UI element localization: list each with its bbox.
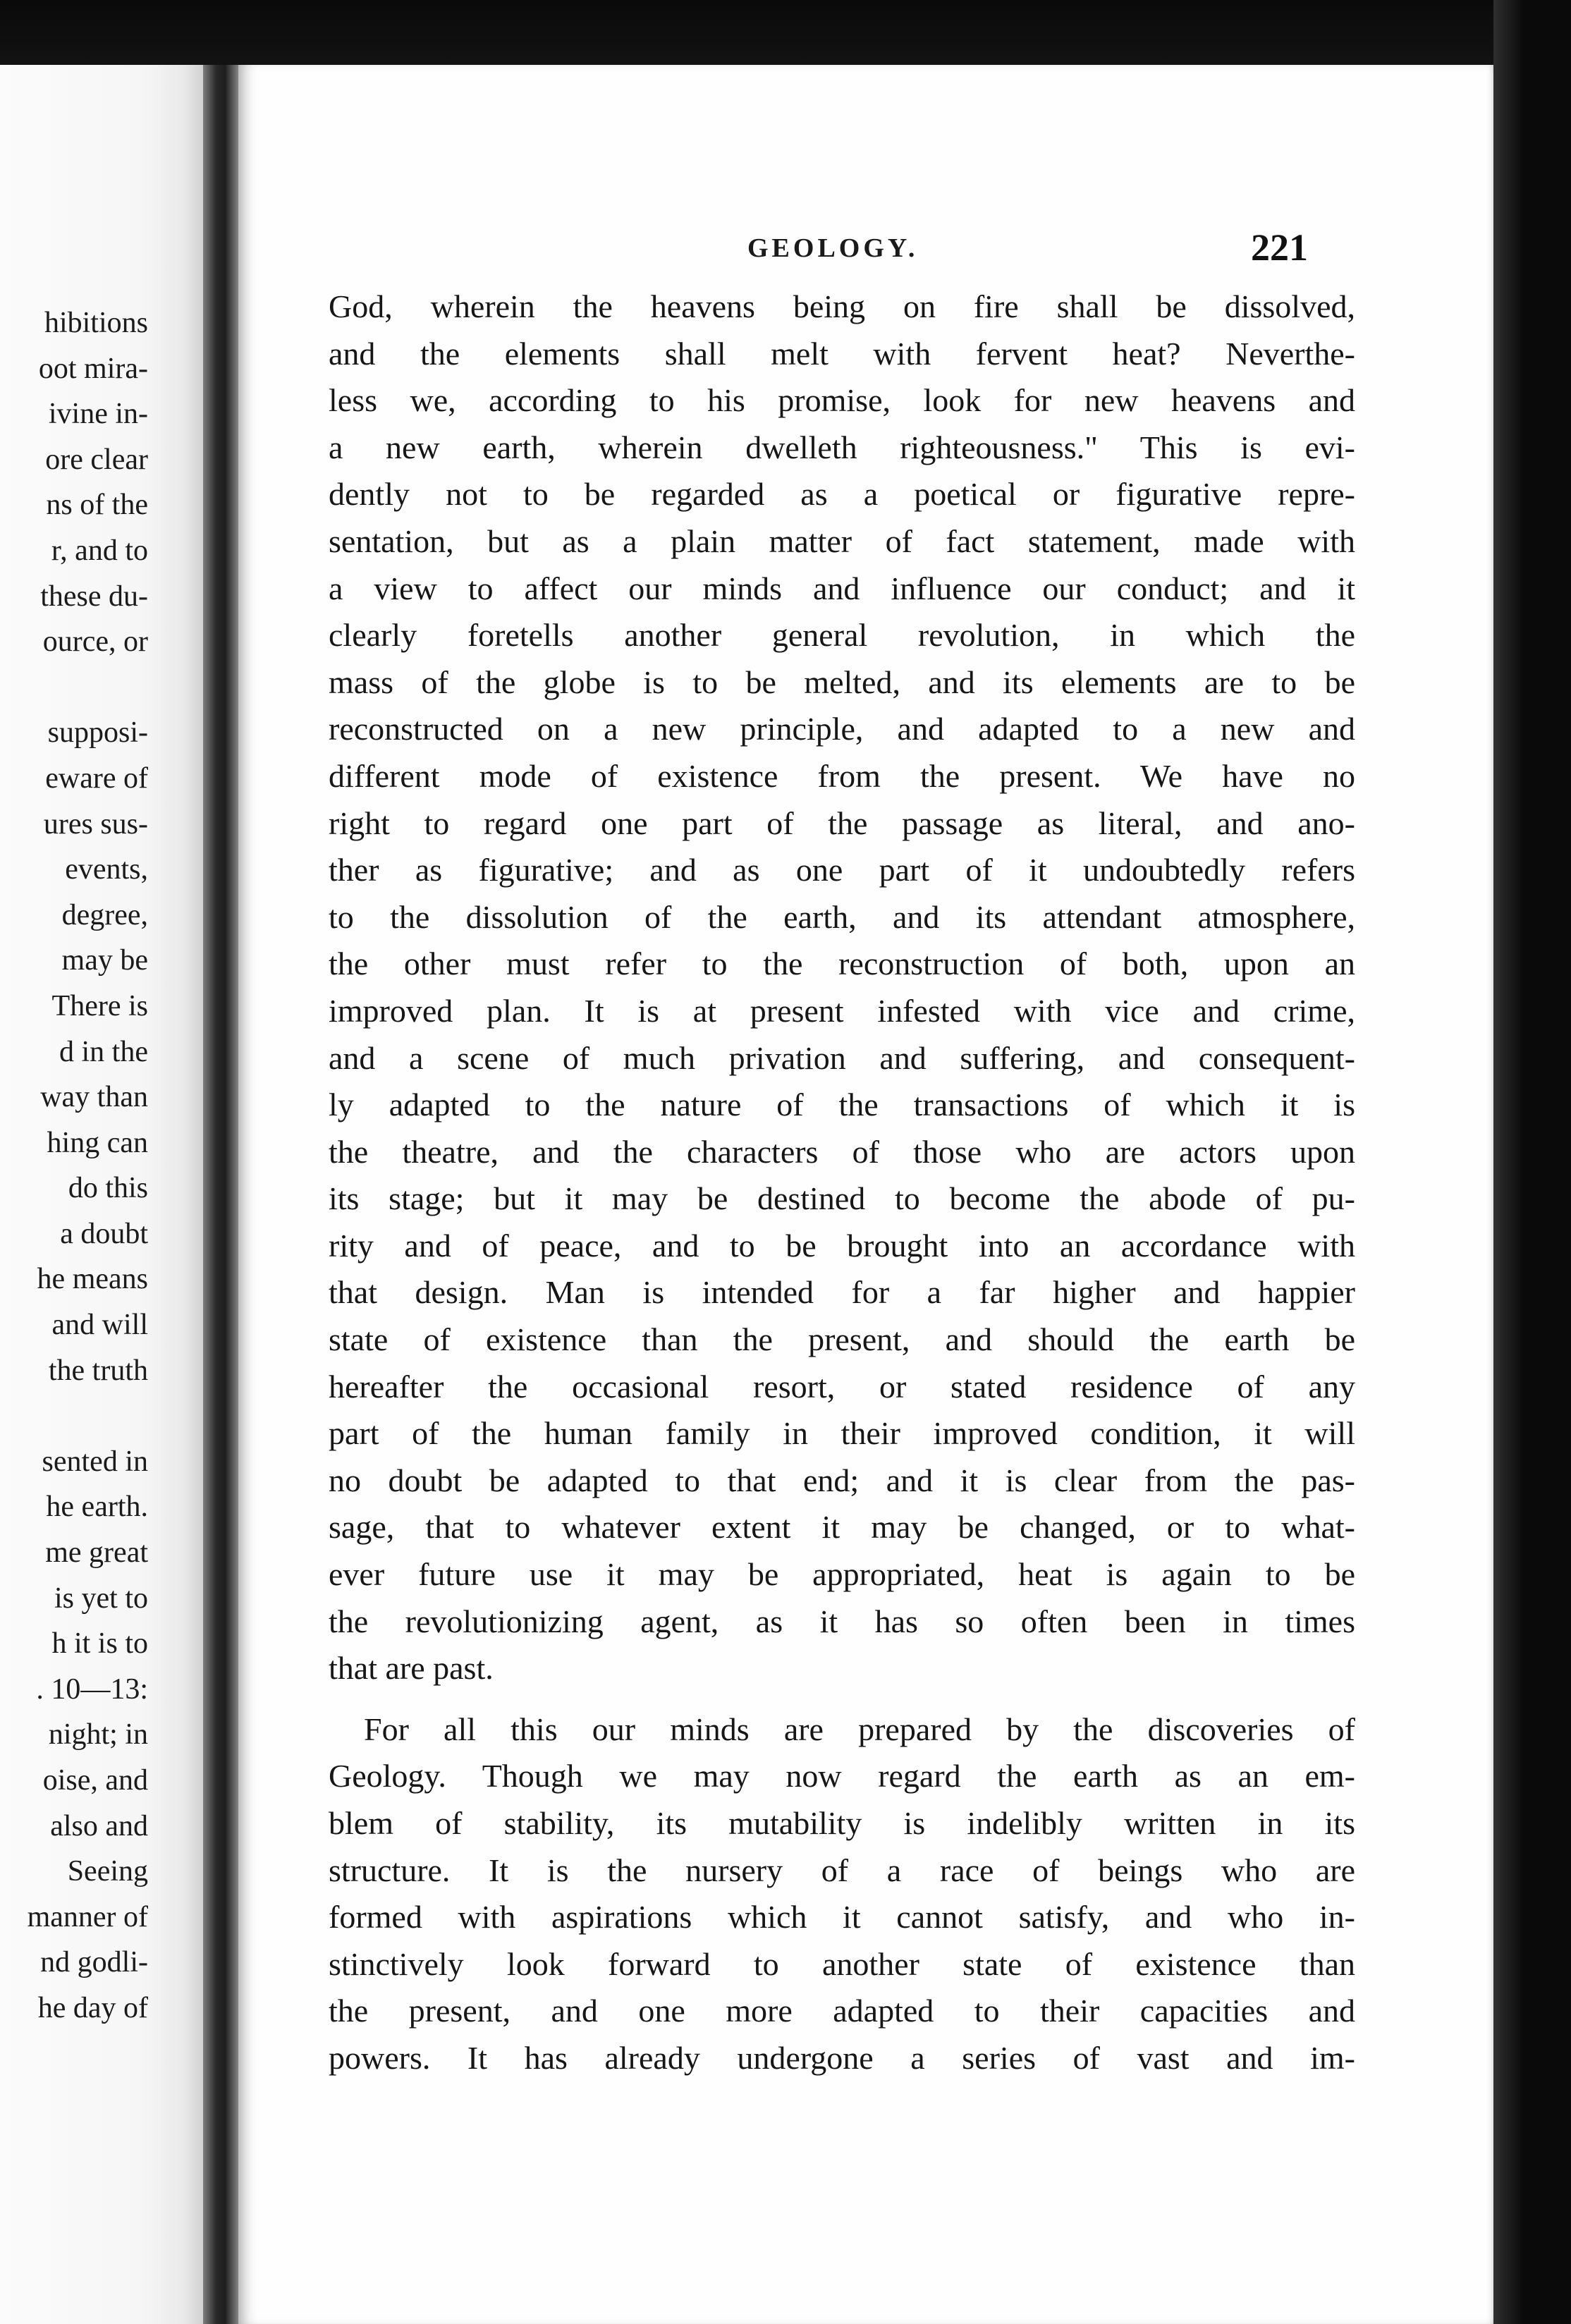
text-line: and a scene of much privation and suffering, and consequent- <box>329 1039 1355 1076</box>
left-page-line: night; in <box>48 1718 148 1751</box>
film-border-right <box>1493 0 1571 2324</box>
left-page-line: sented in <box>42 1445 148 1478</box>
text-line: ever future use it may be appropriated, heat is again to be <box>329 1556 1355 1593</box>
left-page-line: and will <box>51 1309 148 1342</box>
text-line: blem of stability, its mutability is indelibly written in its <box>329 1805 1355 1841</box>
left-page-line: the truth <box>48 1354 148 1387</box>
left-page-line: h it is to <box>51 1627 148 1661</box>
left-page-line: he earth. <box>46 1491 148 1524</box>
text-line: ly adapted to the nature of the transactions of which it is <box>329 1087 1355 1123</box>
text-line: dently not to be regarded as a poetical or figurative repre- <box>329 476 1355 513</box>
text-line: reconstructed on a new principle, and adapted to a new and <box>329 711 1355 747</box>
left-page-line: r, and to <box>51 534 148 567</box>
text-line: clearly foretells another general revolution, in which the <box>329 617 1355 654</box>
left-page-line: ource, or <box>42 625 148 659</box>
text-line: a new earth, wherein dwelleth righteousness." This is evi- <box>329 429 1355 465</box>
text-line: that are past. <box>329 1650 494 1687</box>
text-line: different mode of existence from the present. We have no <box>329 757 1355 794</box>
paragraph-break <box>329 1692 1355 1706</box>
text-line: formed with aspirations which it cannot satisfy, and who in- <box>329 1899 1355 1935</box>
text-line: stinctively look forward to another state of existence than <box>329 1945 1355 1982</box>
text-line: structure. It is the nursery of a race of beings who are <box>329 1852 1355 1888</box>
left-page-line <box>27 665 148 711</box>
film-border-top <box>0 0 1571 71</box>
text-line: hereafter the occasional resort, or stated residence of any <box>329 1368 1355 1405</box>
left-page-line: ures sus- <box>43 807 148 840</box>
left-page-line: ns of the <box>46 489 148 522</box>
left-page-line: ivine in- <box>48 398 148 431</box>
left-page-line: he day of <box>37 1991 148 2024</box>
text-line: mass of the globe is to be melted, and its elements are to be <box>329 663 1355 700</box>
left-page-line: hibitions <box>44 307 148 339</box>
text-line: right to regard one part of the passage as literal, and ano- <box>329 805 1355 841</box>
left-page-line: these du- <box>40 580 148 613</box>
text-line: Geology. Though we may now regard the earth as an em- <box>329 1758 1355 1794</box>
text-line: its stage; but it may be destined to become the abode of pu- <box>329 1180 1355 1217</box>
left-page-line: way than <box>40 1081 148 1114</box>
text-line: and the elements shall melt with fervent heat? Neverthe- <box>329 335 1355 372</box>
left-page-line: oise, and <box>42 1764 148 1797</box>
text-line: a view to affect our minds and influence our conduct; and it <box>329 570 1355 606</box>
text-line: the other must refer to the reconstruction of both, upon an <box>329 946 1355 982</box>
text-line: less we, according to his promise, look for new heavens and <box>329 382 1355 419</box>
left-page-line: manner of <box>27 1900 148 1933</box>
left-page-text-fragment <box>27 300 148 2031</box>
left-page-line: may be <box>61 944 148 977</box>
left-page-line: hing can <box>47 1126 148 1159</box>
left-page-line: do this <box>68 1172 148 1205</box>
left-page-line: me great <box>45 1536 148 1570</box>
left-page-line: There is <box>51 989 148 1022</box>
left-page-line: a doubt <box>60 1217 148 1250</box>
left-page-line: degree, <box>61 898 148 931</box>
page-body-text <box>329 283 1355 2082</box>
text-line: that design. Man is intended for a far higher and happier <box>329 1274 1355 1311</box>
text-line: the theatre, and the characters of those who are actors upon <box>329 1133 1355 1170</box>
text-line: For all this our minds are prepared by the discoveries of <box>364 1711 1355 1747</box>
text-line: sentation, but as a plain matter of fact statement, made with <box>329 522 1355 559</box>
text-line: part of the human family in their improved condition, it will <box>329 1415 1355 1452</box>
book-gutter <box>203 65 240 2324</box>
left-page-line: . 10—13: <box>36 1672 148 1706</box>
left-page-line: he means <box>37 1263 148 1296</box>
left-page-line: is yet to <box>54 1582 148 1615</box>
page-number: 221 <box>1251 226 1308 269</box>
left-page-line <box>27 1393 148 1439</box>
left-page-line: also and <box>50 1809 148 1842</box>
running-head-title: GEOLOGY. <box>747 233 919 263</box>
text-line: state of existence than the present, and should the earth be <box>329 1321 1355 1358</box>
running-head <box>238 226 1493 282</box>
left-page-line: ore clear <box>45 443 148 476</box>
text-line: the revolutionizing agent, as it has so often been in times <box>329 1603 1355 1639</box>
left-facing-page <box>0 65 204 2324</box>
text-line: rity and of peace, and to be brought into an accordance with <box>329 1227 1355 1264</box>
left-page-line: events, <box>65 853 148 886</box>
text-line: improved plan. It is at present infested with vice and crime, <box>329 992 1355 1029</box>
left-page-line: Seeing <box>67 1855 148 1888</box>
text-line: to the dissolution of the earth, and its attendant atmosphere, <box>329 898 1355 935</box>
text-line: God, wherein the heavens being on fire shall be dissolved, <box>329 288 1355 324</box>
left-page-line: oot mira- <box>38 352 148 385</box>
left-page-line: supposi- <box>47 716 148 750</box>
text-line: powers. It has already undergone a series of vast and im- <box>329 2039 1355 2076</box>
text-line: the present, and one more adapted to their capacities and <box>329 1993 1355 2029</box>
text-line: sage, that to whatever extent it may be changed, or to what- <box>329 1509 1355 1546</box>
text-line: ther as figurative; and as one part of it undoubtedly refers <box>329 852 1355 888</box>
text-line: no doubt be adapted to that end; and it is clear from the pas- <box>329 1462 1355 1498</box>
right-page <box>238 65 1493 2324</box>
left-page-line: d in the <box>59 1035 148 1068</box>
left-page-line: nd godli- <box>40 1946 148 1979</box>
left-page-line: eware of <box>45 762 148 795</box>
